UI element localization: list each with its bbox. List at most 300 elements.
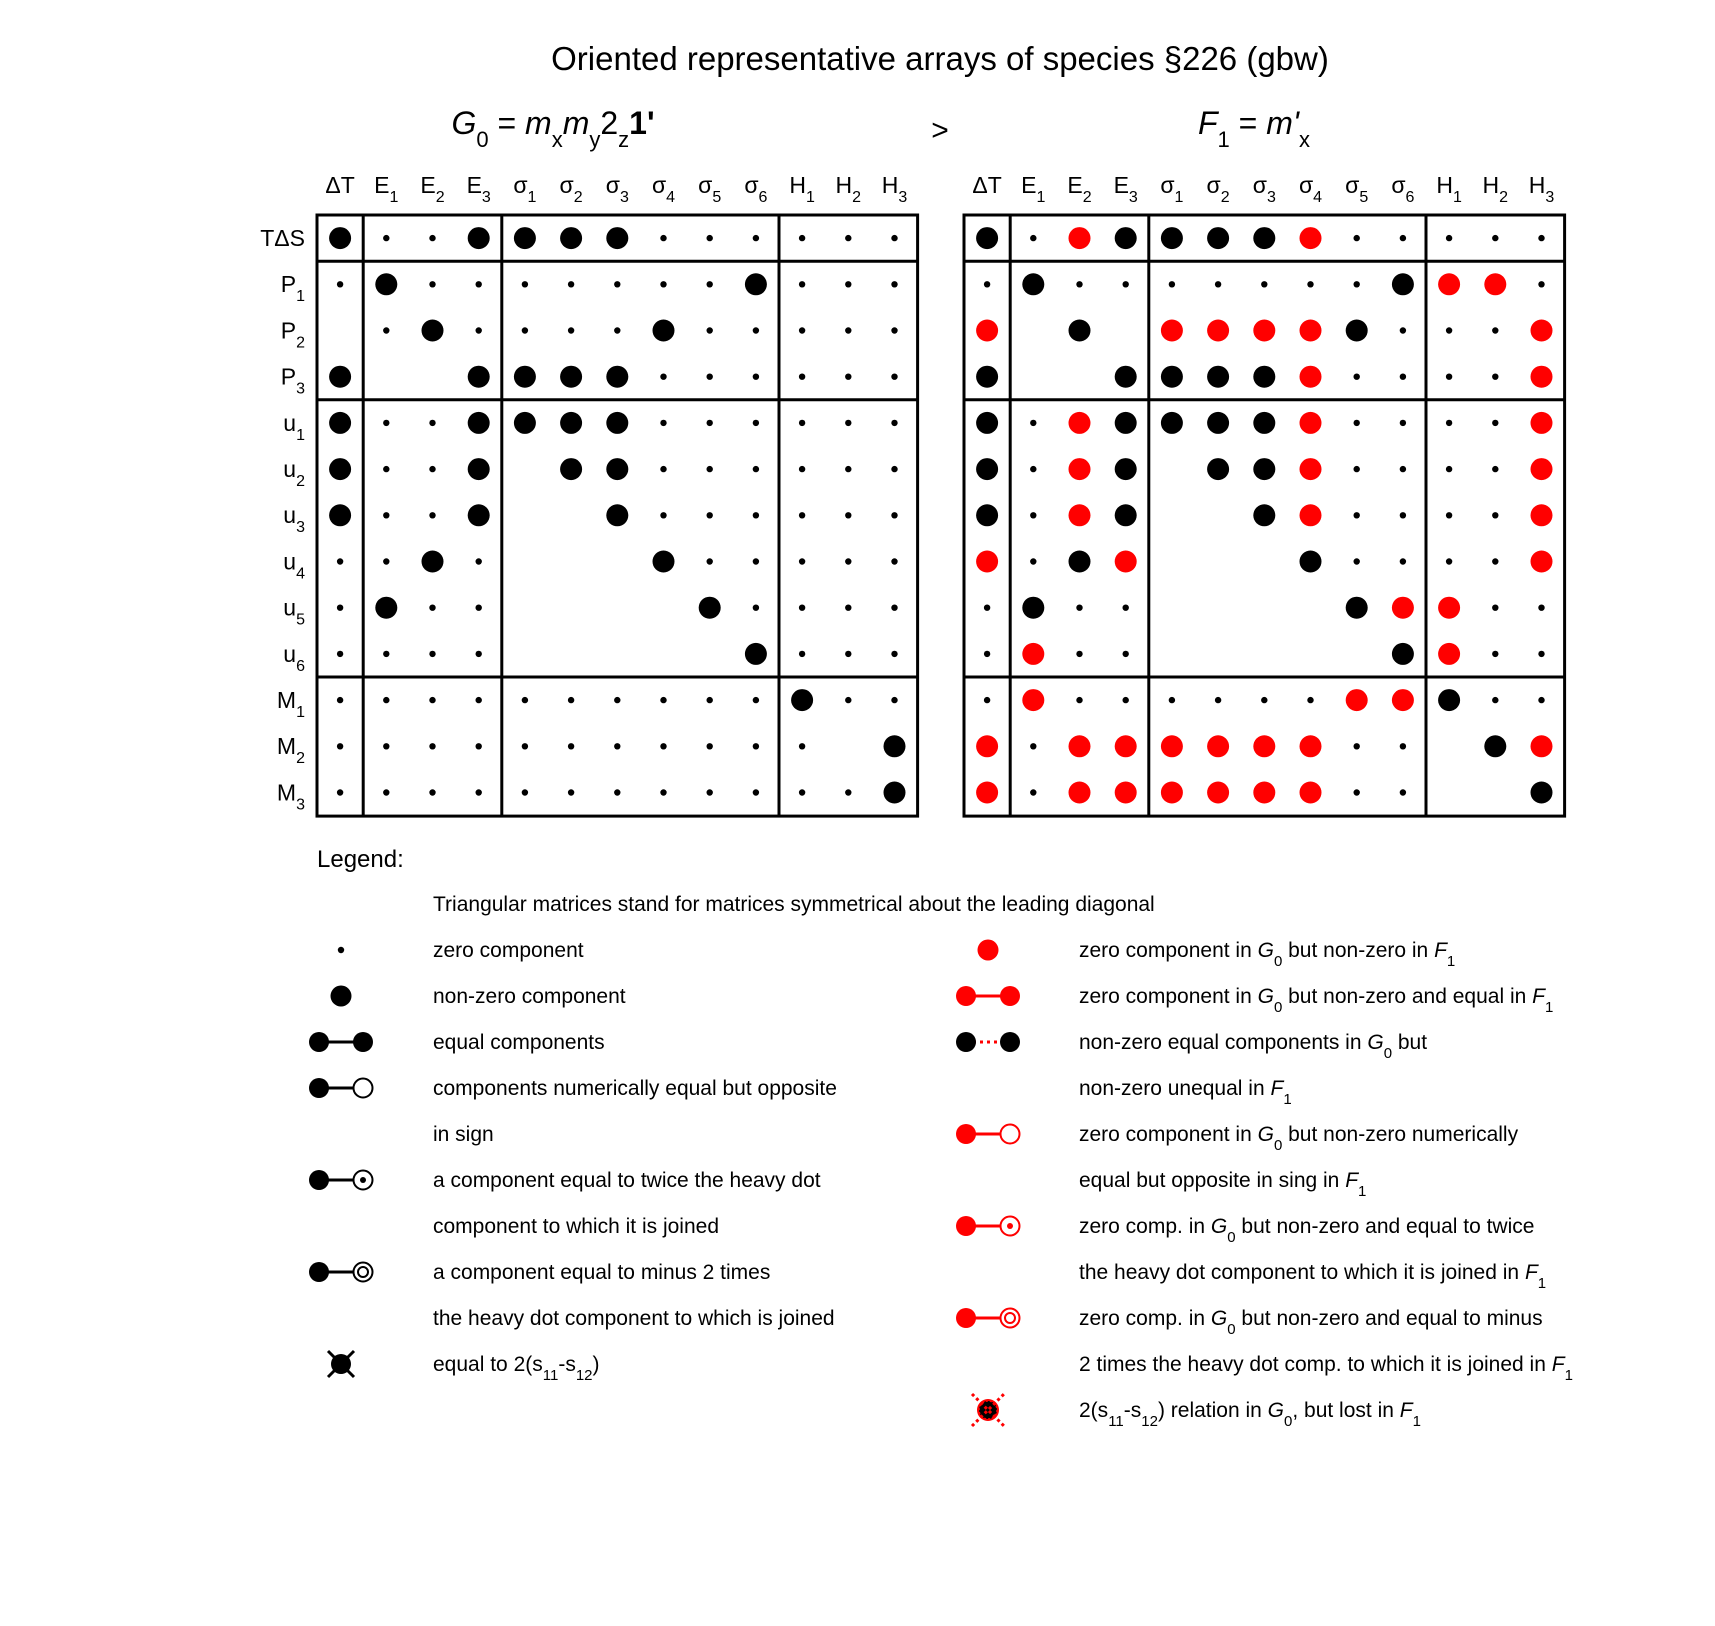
right-zero-dot [1492,235,1498,241]
right-zero-dot [1400,466,1406,472]
right-red-dot [1531,366,1553,388]
right-red-dot [1115,782,1137,804]
left-zero-dot [891,327,897,333]
left-zero-dot [614,743,620,749]
right-red-dot [1069,735,1091,757]
right-zero-dot [1030,420,1036,426]
left-nonzero-dot [560,227,582,249]
legend-note: Triangular matrices stand for matrices symmetrical about the leading diagonal [433,893,1155,916]
row-header: TΔS [260,225,305,251]
right-red-dot [1392,689,1414,711]
left-zero-dot [660,235,666,241]
right-red-dot [1022,689,1044,711]
right-red-dot [1531,412,1553,434]
right-red-dot [1300,366,1322,388]
left-column-header: $\sigma_4$ [651,172,676,206]
left-zero-dot [660,743,666,749]
left-column-header: $H_2$ [835,172,862,206]
right-column-header: $H_2$ [1482,172,1509,206]
row-header: $M_3$ [276,779,305,813]
left-column-header: $\sigma_1$ [513,172,537,206]
left-nonzero-dot [422,320,444,342]
right-zero-dot [984,697,990,703]
right-nonzero-dot [1207,366,1229,388]
left-zero-dot [383,327,389,333]
left-zero-dot [429,789,435,795]
left-zero-dot [891,374,897,380]
right-zero-dot [1492,374,1498,380]
left-zero-dot [845,235,851,241]
left-nonzero-dot [468,412,490,434]
right-zero-dot [1354,281,1360,287]
left-zero-dot [753,466,759,472]
left-zero-dot [383,789,389,795]
opposite-pair-icon [309,1078,373,1098]
right-nonzero-dot [1115,412,1137,434]
left-zero-dot [429,651,435,657]
red-opposite-pair-icon [956,1124,1020,1144]
right-zero-dot [1492,697,1498,703]
left-nonzero-dot [468,504,490,526]
left-zero-dot [753,235,759,241]
left-zero-dot [660,466,666,472]
right-red-dot [1253,782,1275,804]
left-zero-dot [799,605,805,611]
left-zero-dot [891,651,897,657]
legend-text: 2 times the heavy dot comp. to which it is joined in $F_1$ [1079,1353,1573,1384]
left-zero-dot [522,327,528,333]
right-column-header: $\sigma_1$ [1160,172,1184,206]
left-zero-dot [707,420,713,426]
right-red-dot [1069,504,1091,526]
left-zero-dot [337,743,343,749]
left-zero-dot [429,235,435,241]
left-zero-dot [429,605,435,611]
left-column-header: $E_3$ [466,172,491,206]
left-zero-dot [614,327,620,333]
right-zero-dot [1538,281,1544,287]
left-nonzero-dot [422,551,444,573]
left-zero-dot [891,235,897,241]
left-nonzero-dot [606,504,628,526]
left-zero-dot [845,281,851,287]
left-zero-dot [707,789,713,795]
left-zero-dot [476,605,482,611]
right-nonzero-dot [1346,597,1368,619]
right-zero-dot [1076,281,1082,287]
right-column-header: $\sigma_5$ [1345,172,1369,206]
right-nonzero-dot [1253,412,1275,434]
right-red-dot [1207,735,1229,757]
left-zero-dot [799,651,805,657]
right-zero-dot [1030,789,1036,795]
left-zero-dot [568,789,574,795]
right-zero-dot [1446,235,1452,241]
right-column-header: $\sigma_4$ [1298,172,1323,206]
left-zero-dot [845,327,851,333]
left-nonzero-dot [468,227,490,249]
row-header: $u_2$ [283,456,305,490]
right-nonzero-dot [1022,273,1044,295]
right-zero-dot [1400,420,1406,426]
right-matrix [964,172,1565,816]
right-red-dot [1531,320,1553,342]
right-red-dot [1069,782,1091,804]
left-zero-dot [707,327,713,333]
left-zero-dot [429,512,435,518]
right-zero-dot [1030,558,1036,564]
left-zero-dot [891,512,897,518]
crossed-dot-icon [328,1351,354,1377]
right-zero-dot [1446,512,1452,518]
right-nonzero-dot [1207,412,1229,434]
left-zero-dot [707,558,713,564]
legend-text: the heavy dot component to which it is joined in $F_1$ [1079,1261,1547,1292]
legend-text: zero comp. in $G_0$ but non-zero and equal to twice [1079,1215,1535,1246]
right-zero-dot [1169,697,1175,703]
lost-crossed-dot-icon [972,1394,1004,1426]
left-nonzero-dot [560,458,582,480]
right-nonzero-dot [976,227,998,249]
point-group-right: $F_1 = m'_x$ [1197,105,1311,152]
right-column-header: $\sigma_3$ [1252,172,1276,206]
diagram-title: Oriented representative arrays of species §226 (gbw) [551,40,1329,77]
right-nonzero-dot [1253,504,1275,526]
legend-text: equal but opposite in sing in $F_1$ [1079,1169,1367,1200]
left-nonzero-dot [699,597,721,619]
right-red-dot [1531,551,1553,573]
left-nonzero-dot [606,412,628,434]
legend-text: in sign [433,1123,494,1146]
right-zero-dot [1076,651,1082,657]
red-equal-pair-icon [956,986,1020,1006]
right-nonzero-dot [1115,366,1137,388]
right-zero-dot [984,605,990,611]
legend-text: the heavy dot component to which is joined [433,1307,835,1330]
left-zero-dot [707,743,713,749]
right-zero-dot [1538,235,1544,241]
legend-text: non-zero unequal in $F_1$ [1079,1077,1292,1108]
left-zero-dot [707,466,713,472]
right-zero-dot [1400,235,1406,241]
right-red-dot [1207,782,1229,804]
left-nonzero-dot [514,366,536,388]
legend-text: a component equal to minus 2 times [433,1261,771,1284]
right-red-dot [1531,735,1553,757]
left-nonzero-dot [329,458,351,480]
right-red-dot [1484,273,1506,295]
left-nonzero-dot [884,735,906,757]
left-nonzero-dot [375,273,397,295]
left-column-header: ΔT [325,172,355,198]
red-dot-icon [978,940,999,961]
left-zero-dot [660,374,666,380]
left-zero-dot [660,697,666,703]
right-red-dot [1161,782,1183,804]
left-nonzero-dot [329,366,351,388]
right-nonzero-dot [1392,643,1414,665]
left-column-header: $H_1$ [789,172,815,206]
right-red-dot [1207,320,1229,342]
right-red-dot [1069,458,1091,480]
right-red-dot [1438,597,1460,619]
right-red-dot [1346,689,1368,711]
left-zero-dot [845,512,851,518]
left-zero-dot [845,605,851,611]
right-zero-dot [1123,651,1129,657]
right-red-dot [1300,320,1322,342]
right-red-dot [1300,227,1322,249]
right-nonzero-dot [1300,551,1322,573]
row-header: $u_3$ [283,502,305,536]
right-nonzero-dot [1207,227,1229,249]
left-nonzero-dot [606,366,628,388]
left-zero-dot [383,743,389,749]
left-zero-dot [753,558,759,564]
right-red-dot [1438,643,1460,665]
left-zero-dot [753,605,759,611]
right-nonzero-dot [1253,458,1275,480]
left-zero-dot [845,697,851,703]
left-zero-dot [845,651,851,657]
row-header: $P_3$ [280,363,305,398]
right-nonzero-dot [1438,689,1460,711]
legend-text: zero component in $G_0$ but non-zero in $F_1$ [1079,939,1456,970]
right-nonzero-dot [1484,735,1506,757]
left-column-header: $\sigma_2$ [559,172,583,206]
right-zero-dot [1123,605,1129,611]
left-zero-dot [568,327,574,333]
right-red-dot [1392,597,1414,619]
right-zero-dot [1307,281,1313,287]
right-zero-dot [1030,512,1036,518]
right-zero-dot [1492,512,1498,518]
left-zero-dot [614,281,620,287]
left-zero-dot [753,743,759,749]
left-nonzero-dot [375,597,397,619]
right-nonzero-dot [1346,320,1368,342]
right-zero-dot [1446,327,1452,333]
left-zero-dot [799,420,805,426]
right-zero-dot [1446,558,1452,564]
legend-text: equal to $2(s_{11}-s_{12})$ [433,1353,600,1384]
right-red-dot [1531,458,1553,480]
left-zero-dot [660,789,666,795]
right-zero-dot [1261,697,1267,703]
right-zero-dot [1538,605,1544,611]
right-nonzero-dot [1207,458,1229,480]
right-zero-dot [1354,743,1360,749]
left-zero-dot [845,789,851,795]
right-nonzero-dot [976,412,998,434]
left-zero-dot [799,743,805,749]
right-nonzero-dot [976,458,998,480]
left-nonzero-dot [514,227,536,249]
right-nonzero-dot [1253,366,1275,388]
left-zero-dot [845,466,851,472]
left-zero-dot [614,697,620,703]
minus2-pair-icon [309,1262,373,1282]
left-zero-dot [522,789,528,795]
row-header: $M_2$ [276,733,305,767]
left-zero-dot [522,743,528,749]
left-zero-dot [891,420,897,426]
right-zero-dot [1169,281,1175,287]
right-zero-dot [1492,558,1498,564]
right-nonzero-dot [976,366,998,388]
twice-pair-icon [309,1170,373,1190]
left-column-header: $\sigma_3$ [605,172,629,206]
nonzero-dot-icon [331,986,352,1007]
right-column-header: $H_1$ [1436,172,1462,206]
right-red-dot [976,735,998,757]
point-group-left: $G_0 = m_xm_y2_z1'$ [451,105,655,152]
legend-text: $2(s_{11}-s_{12})$ relation in $G_0$, but lost in $F_1$ [1079,1399,1421,1430]
red-twice-pair-icon [956,1216,1020,1236]
legend-text: non-zero component [433,985,626,1008]
right-nonzero-dot [1392,273,1414,295]
left-zero-dot [799,466,805,472]
left-zero-dot [476,281,482,287]
right-nonzero-dot [1531,782,1553,804]
right-zero-dot [1538,697,1544,703]
right-zero-dot [1307,697,1313,703]
left-zero-dot [660,512,666,518]
right-zero-dot [1030,235,1036,241]
legend-text: zero component [433,939,584,962]
right-zero-dot [1354,374,1360,380]
left-column-header: $E_1$ [374,172,399,206]
left-nonzero-dot [468,366,490,388]
left-zero-dot [891,281,897,287]
left-column-header: $\sigma_5$ [698,172,722,206]
left-zero-dot [799,512,805,518]
right-zero-dot [1538,651,1544,657]
matrices [260,172,1564,816]
right-red-dot [976,320,998,342]
left-nonzero-dot [653,551,675,573]
right-red-dot [1161,735,1183,757]
left-zero-dot [568,697,574,703]
left-zero-dot [429,743,435,749]
left-zero-dot [476,743,482,749]
left-zero-dot [568,743,574,749]
right-nonzero-dot [1115,227,1137,249]
left-nonzero-dot [606,227,628,249]
left-zero-dot [799,558,805,564]
right-column-header: $H_3$ [1528,172,1555,206]
left-zero-dot [707,235,713,241]
right-column-header: $E_3$ [1113,172,1138,206]
left-zero-dot [337,789,343,795]
right-zero-dot [1354,466,1360,472]
right-red-dot [1161,320,1183,342]
left-zero-dot [383,235,389,241]
left-zero-dot [660,281,666,287]
right-zero-dot [1076,697,1082,703]
right-zero-dot [1215,697,1221,703]
right-red-dot [976,551,998,573]
left-nonzero-dot [745,273,767,295]
left-zero-dot [799,281,805,287]
right-zero-dot [984,281,990,287]
left-zero-dot [476,651,482,657]
left-nonzero-dot [329,227,351,249]
left-zero-dot [845,420,851,426]
left-zero-dot [707,281,713,287]
left-nonzero-dot [884,782,906,804]
right-zero-dot [1354,512,1360,518]
legend-text: non-zero equal components in $G_0$ but [1079,1031,1428,1062]
left-nonzero-dot [468,458,490,480]
left-zero-dot [429,697,435,703]
left-nonzero-dot [560,366,582,388]
right-red-dot [1438,273,1460,295]
right-zero-dot [1030,743,1036,749]
legend-text: component to which it is joined [433,1215,719,1238]
left-zero-dot [522,697,528,703]
left-zero-dot [383,651,389,657]
left-zero-dot [799,235,805,241]
right-zero-dot [1492,605,1498,611]
row-header: $u_1$ [283,409,305,444]
left-zero-dot [891,466,897,472]
right-red-dot [1115,551,1137,573]
right-nonzero-dot [1069,320,1091,342]
left-zero-dot [799,374,805,380]
right-column-header: $E_2$ [1067,172,1092,206]
left-zero-dot [753,512,759,518]
left-nonzero-dot [560,412,582,434]
right-zero-dot [1446,420,1452,426]
left-zero-dot [753,420,759,426]
right-nonzero-dot [976,504,998,526]
comparison-symbol: > [931,114,949,147]
right-red-dot [1300,458,1322,480]
left-zero-dot [337,651,343,657]
right-column-header: $\sigma_6$ [1391,172,1415,206]
right-nonzero-dot [1115,504,1137,526]
right-zero-dot [1400,789,1406,795]
right-zero-dot [1030,466,1036,472]
left-zero-dot [891,697,897,703]
legend-text: zero comp. in $G_0$ but non-zero and equal to minus [1079,1307,1543,1338]
left-nonzero-dot [653,320,675,342]
right-zero-dot [1354,789,1360,795]
right-zero-dot [984,651,990,657]
legend-heading: Legend: [317,846,404,873]
left-zero-dot [845,558,851,564]
left-zero-dot [383,697,389,703]
left-zero-dot [476,789,482,795]
right-column-header: ΔT [972,172,1002,198]
left-zero-dot [383,512,389,518]
left-column-header: $E_2$ [420,172,445,206]
right-nonzero-dot [1115,458,1137,480]
row-header: $P_2$ [280,317,305,351]
left-zero-dot [337,281,343,287]
right-zero-dot [1492,327,1498,333]
legend-text: equal components [433,1031,605,1054]
left-zero-dot [707,512,713,518]
right-red-dot [1300,782,1322,804]
row-header: $u_4$ [283,548,305,582]
legend [309,939,1573,1430]
row-header: $M_1$ [276,687,305,721]
right-red-dot [1300,412,1322,434]
left-zero-dot [614,789,620,795]
right-red-dot [1069,412,1091,434]
